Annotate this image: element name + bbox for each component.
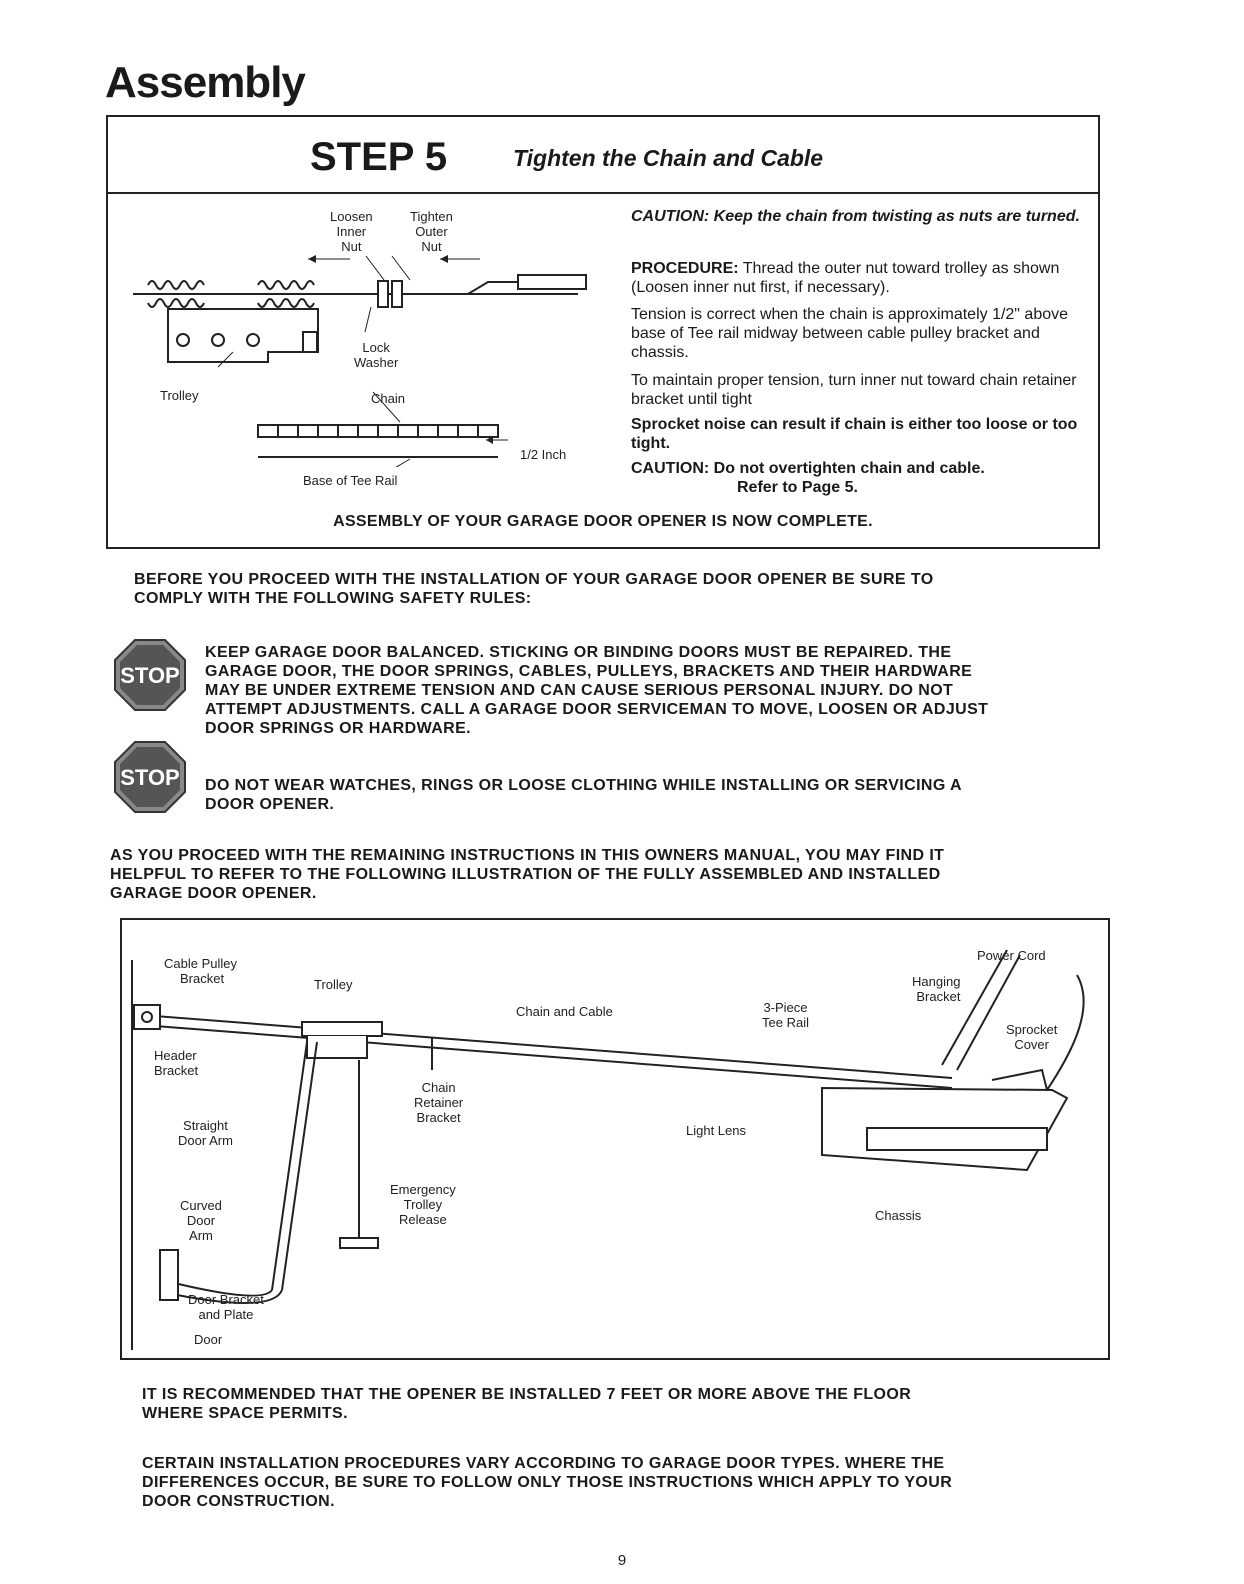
inner-nut [378,281,388,307]
light-lens [867,1128,1047,1150]
lock-washer-label: Lock Washer [354,340,399,370]
procedure-text: Thread the outer nut toward trolley as shown (Loosen inner nut first, if necessary). [631,260,1060,296]
power-cord-label: Power Cord [977,948,1046,963]
door-bracket [160,1250,178,1300]
straight-arm-label: Straight Door Arm [178,1118,233,1148]
procedure [631,259,1081,297]
cable-end [518,275,586,289]
trolley-fig-label: Trolley [314,977,353,992]
emergency-release-label: Emergency Trolley Release [390,1182,456,1227]
safety-intro: BEFORE YOU PROCEED WITH THE INSTALLATION OF YOUR GARAGE DOOR OPENER BE SURE TO COMPLY WITH THE FOLLOWING SAFETY RULES: [134,571,934,607]
stop-sign-icon [113,638,187,712]
stop-sign-icon [113,740,187,814]
stop-text: STOP [120,663,180,688]
step-title: Tighten the Chain and Cable [513,145,824,171]
half-inch-label: 1/2 Inch [520,447,567,462]
trolley-body [168,309,318,362]
straight-arm [272,1042,307,1290]
page-title: Assembly [105,58,305,107]
chain-links [258,425,498,437]
loosen-label: Loosen Inner Nut [330,209,373,254]
warning-clothing: DO NOT WEAR WATCHES, RINGS OR LOOSE CLOTHING WHILE INSTALLING OR SERVICING A DOOR OPENER. [205,777,962,813]
recommend-text: IT IS RECOMMENDED THAT THE OPENER BE INSTALLED 7 FEET OR MORE ABOVE THE FLOOR WHERE SPACE PERMITS. [142,1386,912,1422]
caution2-label: CAUTION: [631,460,710,477]
step-box [106,115,1100,549]
sprocket-cover-label: Sprocket Cover [1006,1022,1058,1052]
tee-rail-bottom [142,1025,952,1088]
outer-nut [392,281,402,307]
warning-balanced: KEEP GARAGE DOOR BALANCED. STICKING OR BINDING DOORS MUST BE REPAIRED. THE GARAGE DOOR, THE DOOR SPRINGS, CABLES, PULLEYS, BRACKETS AND THEIR HARDWARE MAY BE UNDER EXTREME TENSION AND CAN CAUSE SERIOUS PERSONAL INJURY. DO NOT ATTEMPT ADJUSTMENTS. CALL A GARAGE DOOR SERVICEMAN TO MOVE, LOOSEN OR ADJUST DOOR SPRINGS OR HARDWARE. [205,644,989,737]
tee-rail-label: 3-Piece Tee Rail [762,1000,809,1030]
light-lens-label: Light Lens [686,1123,746,1138]
outer-spring [258,281,314,289]
chain-cable-label: Chain and Cable [516,1004,613,1019]
step-header [108,117,1098,194]
caution2-line1: Do not overtighten chain and cable. [713,460,985,477]
tee-rail-top [142,1015,952,1078]
chain-retainer-label: Chain Retainer Bracket [414,1080,464,1125]
lock-leader [365,307,371,332]
inner-spring [148,281,204,289]
hanging-bracket [942,950,1007,1065]
procedure-label: PROCEDURE: [631,260,739,277]
cable-pulley-label: Cable Pulley Bracket [164,956,237,986]
step-number: STEP 5 [310,135,448,179]
lock-washer [303,332,317,352]
curved-arm-label: Curved Door Arm [180,1198,222,1243]
door-label: Door [194,1332,223,1347]
installation-figure [120,918,1110,1360]
header-bracket [134,1005,160,1029]
tension-text: Tension is correct when the chain is approximately 1/2" above base of Tee rail midway between cable pulley bracket and chassis. [631,306,1069,361]
maintain-text: To maintain proper tension, turn inner nut toward chain retainer bracket until tight [631,372,1077,408]
proceed-text: AS YOU PROCEED WITH THE REMAINING INSTRUCTIONS IN THIS OWNERS MANUAL, YOU MAY FIND IT HELPFUL TO REFER TO THE FOLLOWING ILLUSTRATION OF THE FULLY ASSEMBLED AND INSTALLED GARAGE DOOR OPENER. [110,847,945,902]
chassis-label: Chassis [875,1208,922,1223]
caution2-line2: Refer to Page 5. [737,479,858,496]
certain-text: CERTAIN INSTALLATION PROCEDURES VARY ACCORDING TO GARAGE DOOR TYPES. WHERE THE DIFFERENCES OCCUR, BE SURE TO FOLLOW ONLY THOSE INSTRUCTIONS WHICH APPLY TO YOUR DOOR CONSTRUCTION. [142,1455,953,1510]
release-handle [340,1238,378,1248]
caution-overtighten [631,459,1081,497]
page-number: 9 [617,1552,627,1569]
caution-twisting: CAUTION: Keep the chain from twisting as nuts are turned. [631,208,1080,225]
sprocket-text: Sprocket noise can result if chain is either too loose or too tight. [631,416,1078,452]
hanging-bracket-label: Hanging Bracket [912,974,961,1004]
header-bracket-label: Header Bracket [154,1048,199,1078]
base-tee-rail-label: Base of Tee Rail [303,473,398,488]
stop-text: STOP [120,765,180,790]
assembly-complete: ASSEMBLY OF YOUR GARAGE DOOR OPENER IS NOW COMPLETE. [333,513,873,530]
trolley-label: Trolley [160,388,199,403]
chain-label: Chain [371,391,405,406]
sprocket-cover-shape [992,1070,1047,1090]
cable [408,282,518,294]
tighten-label: Tighten Outer Nut [410,209,453,254]
trolley-shape [302,1022,382,1036]
door-bracket-label: Door Bracket and Plate [188,1292,264,1322]
